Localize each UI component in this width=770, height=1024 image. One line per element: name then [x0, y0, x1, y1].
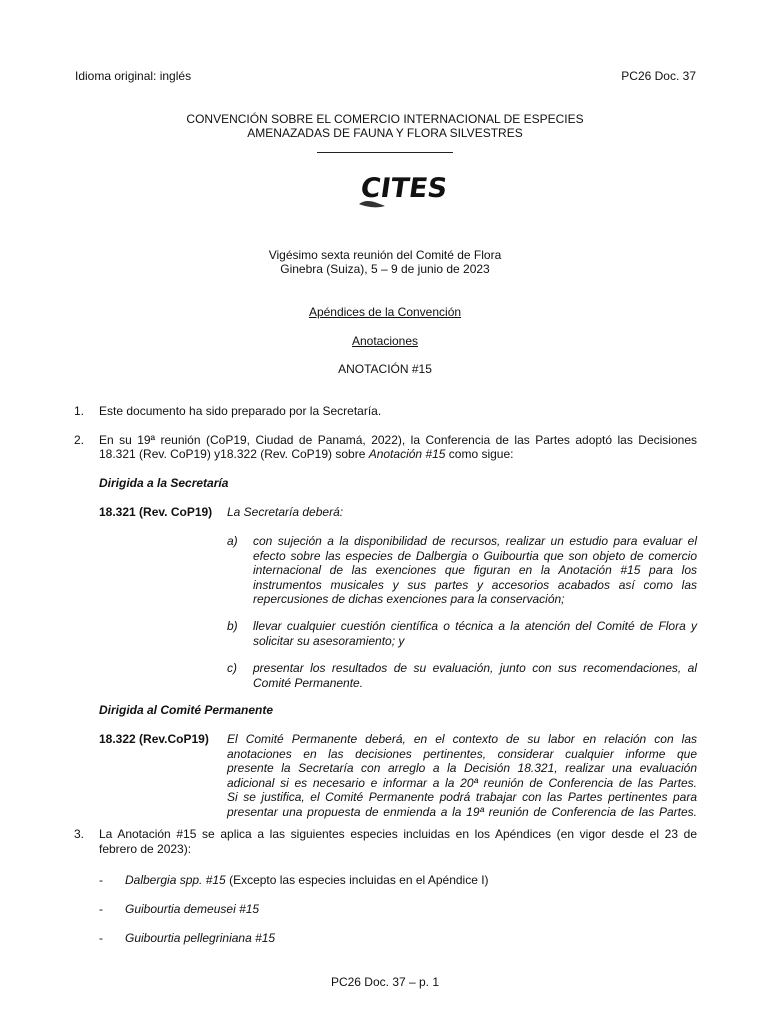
- decision-18322-text: El Comité Permanente deberá, en el contexto de su labor en relación con las anotaciones en las decisiones pertinentes, considerar cualquier informe que presente la Secretaría con arreglo a la Decisión 18.321, realizar una evaluación adicional si es necesario e informar a la 20ª reunión de Conferencia de las Partes. Si se justifica, el Comité Permanente podrá trabajar con las Partes pertinentes para presentar una propuesta de enmienda a la 19ª reunión de Conferencia de las Partes.: [227, 732, 697, 819]
- meeting-title: Vigésimo sexta reunión del Comité de Flora: [268, 248, 502, 262]
- convention-title-line2: AMENAZADAS DE FAUNA Y FLORA SILVESTRES: [247, 126, 523, 140]
- paragraph-2-number: 2.: [74, 433, 85, 447]
- item-c-text: presentar los resultados de su evaluación, junto con sus recomendaciones, al Comité Permanente.: [253, 661, 697, 690]
- item-a-letter: a): [227, 534, 238, 548]
- directed-to-secretariat: Dirigida a la Secretaría: [99, 476, 229, 490]
- cites-logo-text: CITES: [358, 173, 450, 204]
- species-dash: -: [99, 902, 103, 916]
- original-language-label: Idioma original: inglés: [75, 69, 192, 83]
- item-c-letter: c): [227, 661, 237, 675]
- species-dash: -: [99, 873, 103, 887]
- species-item-guibourtia-demeusei: Guibourtia demeusei #15: [125, 902, 260, 916]
- document-code: PC26 Doc. 37: [621, 69, 696, 83]
- heading-appendices: Apéndices de la Convención: [308, 305, 462, 319]
- item-b-text: llevar cualquier cuestión científica o técnica a la atención del Comité de Flora y solicitar su asesoramiento; y: [253, 619, 697, 648]
- heading-annotations: Anotaciones: [351, 334, 419, 348]
- item-b-letter: b): [227, 619, 238, 633]
- cites-logo: [355, 166, 450, 212]
- species-item-guibourtia-pellegriniana: Guibourtia pellegriniana #15: [125, 931, 276, 945]
- item-a-text: con sujeción a la disponibilidad de recursos, realizar un estudio para evaluar el efecto sobre las especies de Dalbergia o Guibourtia que son objeto de comercio internacional de las exenciones que figuran en la Anotación #15 para los instrumentos musicales y sus partes y accesorios acabados así como las repercusiones de dichas exenciones para la conservación;: [253, 534, 697, 606]
- decision-18321-intro: La Secretaría deberá:: [227, 505, 344, 519]
- species-item-dalbergia: Dalbergia spp. #15 (Excepto las especies incluidas en el Apéndice I): [125, 873, 489, 887]
- paragraph-2-line1: En su 19ª reunión (CoP19, Ciudad de Panamá, 2022), la Conferencia de las Partes adoptó las Decisiones: [99, 433, 697, 447]
- directed-to-standing-committee: Dirigida al Comité Permanente: [99, 703, 274, 717]
- convention-title-line1: CONVENCIÓN SOBRE EL COMERCIO INTERNACIONAL DE ESPECIES: [186, 112, 584, 126]
- species-dash: -: [99, 931, 103, 945]
- paragraph-3-number: 3.: [74, 827, 85, 841]
- page-footer: PC26 Doc. 37 – p. 1: [330, 975, 440, 989]
- paragraph-1-text: Este documento ha sido preparado por la Secretaría.: [99, 404, 382, 418]
- title-divider: [317, 152, 453, 153]
- decision-18322-code: 18.322 (Rev.CoP19): [99, 732, 209, 746]
- decision-18321-code: 18.321 (Rev. CoP19): [99, 505, 213, 519]
- meeting-location-date: Ginebra (Suiza), 5 – 9 de junio de 2023: [280, 262, 490, 276]
- heading-annotation-15: ANOTACIÓN #15: [338, 362, 432, 376]
- paragraph-1-number: 1.: [74, 404, 85, 418]
- paragraph-3-text: La Anotación #15 se aplica a las siguientes especies incluidas en los Apéndices (en vigor desde el 23 de febrero de 2023):: [99, 827, 697, 856]
- paragraph-2-line2: 18.321 (Rev. CoP19) y18.322 (Rev. CoP19) sobre Anotación #15 como sigue:: [99, 447, 514, 461]
